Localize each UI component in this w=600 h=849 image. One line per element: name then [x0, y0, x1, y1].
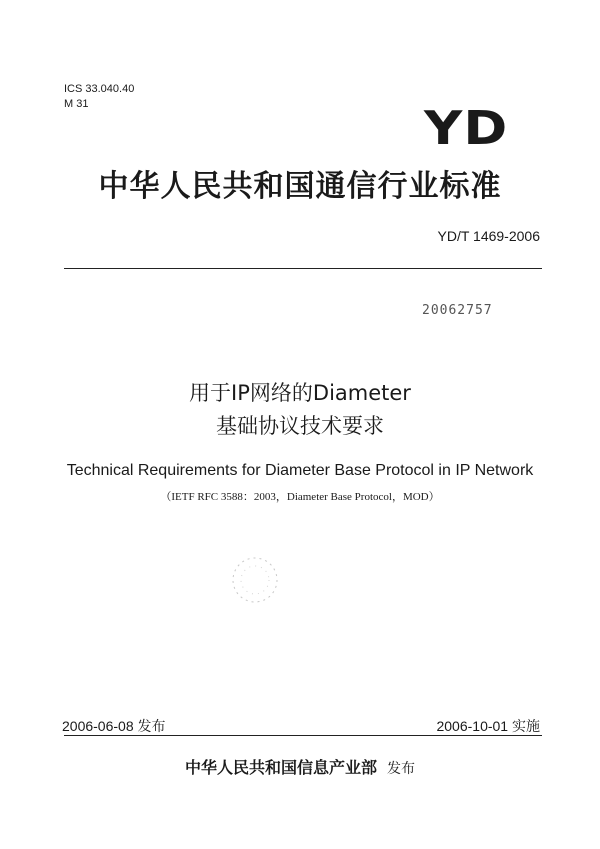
yd-logo: YD: [423, 101, 508, 155]
implementation-date: 2006-10-01 实施: [436, 718, 540, 734]
issuer-name: 中华人民共和国信息产业部: [184, 758, 377, 777]
title-english: Technical Requirements for Diameter Base Protocol in IP Network: [66, 462, 534, 479]
issue-date: 2006-06-08 发布: [62, 718, 166, 734]
classification-codes: [64, 82, 134, 112]
title-cn-line2: 基础协议技术要求: [216, 414, 384, 438]
title-reference: （IETF RFC 3588：2003，Diameter Base Protocol，MOD）: [160, 491, 440, 503]
faint-seal-icon: [225, 550, 285, 610]
standard-number: YD/T 1469-2006: [437, 228, 540, 244]
bottom-divider: [64, 735, 542, 736]
standard-title: 中华人民共和国通信行业标准: [98, 169, 502, 204]
issuer-suffix: 发布: [387, 761, 415, 777]
top-divider: [64, 268, 542, 269]
title-cn-line1: 用于IP网络的Diameter: [189, 381, 411, 405]
issuer: [0, 755, 600, 778]
stamp-number: 20062757: [422, 303, 493, 318]
ics-code: ICS 33.040.40: [64, 83, 135, 95]
ccs-code: M 31: [64, 98, 89, 110]
